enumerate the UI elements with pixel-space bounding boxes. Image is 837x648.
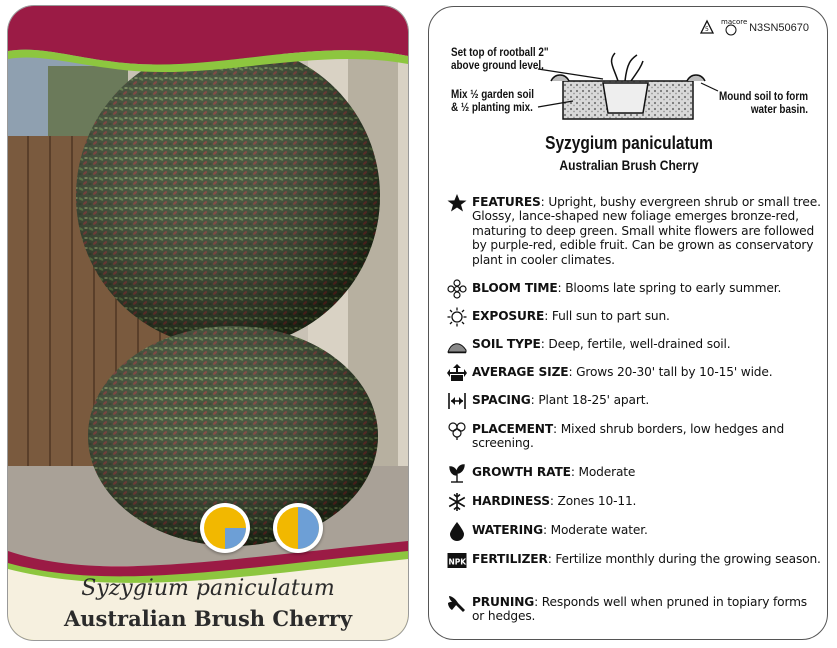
product-code: N3SN50670 [749, 22, 809, 34]
soil-icon [447, 335, 467, 355]
flower-icon [447, 279, 467, 299]
water-drop-icon [447, 521, 467, 541]
common-name: Australian Brush Cherry [63, 606, 353, 631]
planting-diagram [443, 41, 813, 133]
back-subtitle: Australian Brush Cherry [559, 157, 699, 173]
full-sun-icon [200, 503, 250, 553]
feature-text: : Upright, bushy evergreen shrub or small tree. Glossy, lance-shaped new foliage emerges bronze-red, maturing to deep green. Small white flowers are followed by purple-red, edible fruit. Can be grown as conservatory plant in cooler climates. [472, 195, 821, 267]
diagram-label-left: Mix ½ garden soil & ½ planting mix. [451, 89, 534, 114]
svg-text:NPK: NPK [448, 557, 467, 567]
logo-text: macore [721, 18, 748, 26]
diagram-label-right: Mound soil to form water basin. [719, 91, 808, 116]
size-icon [447, 363, 467, 383]
svg-text:5: 5 [705, 26, 709, 33]
back-card: 5 macore N3SN50670 Set top of rootball 2" above ground level. Mix ½ garden soil & ½ planting mix. Mound soil to form water basin. Syzygium paniculatum Australian Brush Cherry FEATURES: Upright, bushy evergreen shrub or small tree. Glossy, lance-shaped new foliage emerges bronze-red, maturing to deep green. Small white flowers are followed by purple-red, edible fruit. Can be grown as conservatory plant in cooler climates. BLOOM TIME: Blooms late spring to early summer. EXPOSURE: Full sun to part sun. SOIL TYPE: Deep, fertile, well-drained soil. AVERAGE SIZE: Grows 20-30' tall by 10-15' wide. SPACING: Plant 18-25' apart. PLACEMENT: Mixed shrub borders, low hedges and screening. GROWTH RATE: Moderate HARDINESS: Zones 10-11. WATERING: Moderate water. NPK FERTILIZER: Fertilize monthly during the growing season. PRUNING: Responds well when pruned in topiary forms or hedges. [428, 6, 828, 640]
npk-icon [447, 550, 467, 570]
sun-icon [447, 307, 467, 327]
diagram-label-top: Set top of rootball 2" above ground level. [451, 47, 549, 72]
placement-icon [447, 420, 467, 440]
plant-photo [8, 6, 408, 566]
part-sun-icon [273, 503, 323, 553]
front-card [8, 6, 408, 640]
scientific-name: Syzygium paniculatum [81, 576, 335, 601]
pruner-icon [447, 593, 467, 613]
spacing-icon [447, 391, 467, 411]
snowflake-icon [447, 492, 467, 512]
star-icon [447, 193, 467, 213]
top-band [8, 6, 408, 86]
feature-label: FEATURES [472, 195, 541, 209]
growth-icon [447, 463, 467, 483]
back-title: Syzygium paniculatum [545, 133, 713, 153]
